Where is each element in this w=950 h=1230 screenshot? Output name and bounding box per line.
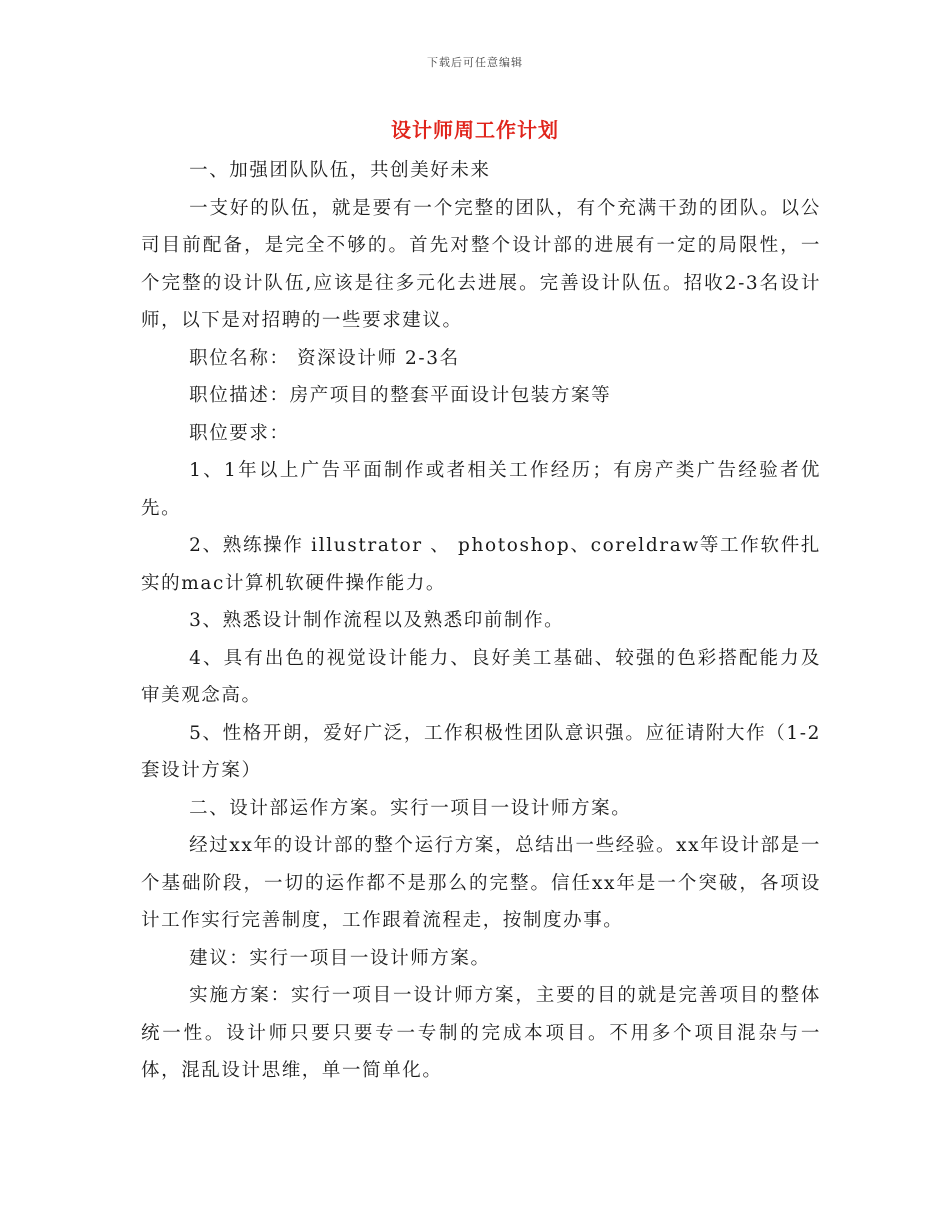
- paragraph-team-intro: 一支好的队伍，就是要有一个完整的团队，有个充满干劲的团队。以公司目前配备，是完全不够的。首先对整个设计部的进展有一定的局限性，一个完整的设计队伍,应该是往多元化去进展。完善设计队伍。招收2-3名设计师，以下是对招聘的一些要求建议。: [141, 197, 821, 331]
- paragraph-job-requirements-label: 职位要求：: [189, 422, 290, 444]
- document-title: 设计师周工作计划: [391, 118, 559, 142]
- paragraph-suggestion: 建议：实行一项目一设计师方案。: [189, 947, 491, 969]
- header-note: 下载后可任意编辑: [427, 56, 523, 69]
- section-heading-team: 一、加强团队队伍，共创美好未来: [189, 160, 491, 181]
- paragraph-implementation: 实施方案：实行一项目一设计师方案，主要的目的就是完善项目的整体统一性。设计师只要只要专一专制的完成本项目。不用多个项目混杂与一体，混乱设计思维，单一简单化。: [141, 985, 821, 1081]
- requirement-item-5: 5、性格开朗，爱好广泛，工作积极性团队意识强。应征请附大作（1-2套设计方案）: [141, 722, 821, 781]
- paragraph-job-title: 职位名称： 资深设计师 2-3名: [189, 347, 460, 369]
- document-body: [141, 152, 821, 1090]
- paragraph-job-description: 职位描述：房产项目的整套平面设计包装方案等: [189, 385, 612, 406]
- paragraph-operation-review: 经过xx年的设计部的整个运行方案，总结出一些经验。xx年设计部是一个基础阶段，一切的运作都不是那么的完整。信任xx年是一个突破，各项设计工作实行完善制度，工作跟着流程走，按制度办事。: [141, 835, 821, 931]
- requirement-item-3: 3、熟悉设计制作流程以及熟悉印前制作。: [189, 610, 565, 631]
- section-heading-operation: 二、设计部运作方案。实行一项目一设计师方案。: [189, 797, 632, 819]
- requirement-item-1: 1、1年以上广告平面制作或者相关工作经历；有房产类广告经验者优先。: [141, 460, 821, 519]
- requirement-item-4: 4、具有出色的视觉设计能力、良好美工基础、较强的色彩搭配能力及审美观念高。: [141, 647, 821, 706]
- requirement-item-2: 2、熟练操作 illustrator 、 photoshop、coreldraw等工作软件扎实的mac计算机软硬件操作能力。: [141, 535, 821, 594]
